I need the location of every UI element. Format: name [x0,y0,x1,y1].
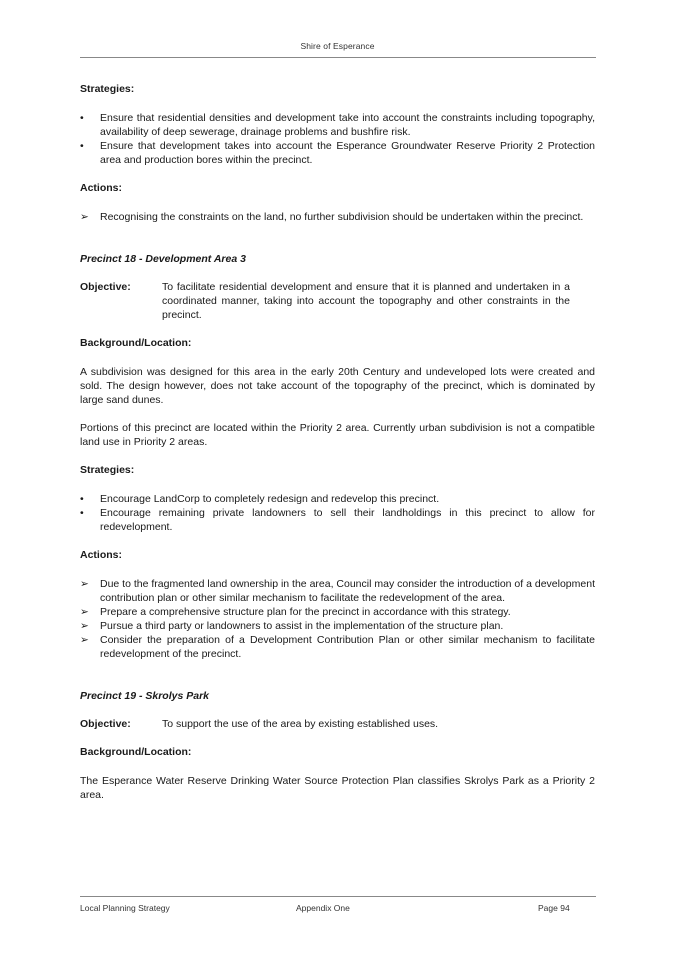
strategies-heading: Strategies: [80,464,135,476]
arrow-marker: ➢ [80,634,89,646]
background-paragraph: A subdivision was designed for this area in the early 20th Century and undeveloped lots were created and sold. The design however, does not take account of the topography of the precinct, which is dominated by large sand dunes. [80,366,595,406]
objective-block [80,717,595,731]
bullet-marker: • [80,112,84,124]
page-header: Shire of Esperance [300,41,375,51]
precinct-18-title: Precinct 18 - Development Area 3 [80,253,246,265]
objective-label: Objective: [80,281,131,293]
actions-heading: Actions: [80,549,122,561]
list-item: • Encourage remaining private landowners to sell their landholdings in this precinct to allow for redevelopment. [80,507,595,533]
list-item: ➢ Prepare a comprehensive structure plan for the precinct in accordance with this strategy. [80,606,511,618]
arrow-marker: ➢ [80,620,89,632]
footer-appendix: Appendix One [296,903,350,913]
strategies-list [80,492,595,534]
actions-list [80,577,595,661]
background-paragraph: The Esperance Water Reserve Drinking Water Source Protection Plan classifies Skrolys Park as a Priority 2 area. [80,775,595,801]
bullet-marker: • [80,140,84,152]
list-item: ➢ Consider the preparation of a Development Contribution Plan or other similar mechanism to facilitate redevelopment of the precinct. [80,634,595,660]
list-item: ➢ Recognising the constraints on the land, no further subdivision should be undertaken within the precinct. [80,211,584,223]
page-content [80,82,595,802]
objective-label: Objective: [80,718,131,730]
strategies-list [80,111,595,167]
objective-text: To support the use of the area by existing established uses. [162,718,439,730]
background-heading: Background/Location: [80,746,192,758]
actions-list [80,210,595,224]
objective-block [80,280,595,322]
background-heading: Background/Location: [80,337,192,349]
precinct-19-title: Precinct 19 - Skrolys Park [80,690,209,702]
bullet-marker: • [80,493,84,505]
list-item: • Encourage LandCorp to completely redesign and redevelop this precinct. [80,493,440,505]
strategies-heading: Strategies: [80,83,135,95]
list-item: • Ensure that development takes into account the Esperance Groundwater Reserve Priority 2 Protection area and production bores within the precinct. [80,140,595,166]
footer-page-number: Page 94 [538,903,570,913]
list-item: ➢ Pursue a third party or landowners to assist in the implementation of the structure plan. [80,620,504,632]
list-item: • Ensure that residential densities and development take into account the constraints including topography, availability of deep sewerage, drainage problems and bushfire risk. [80,112,595,138]
arrow-marker: ➢ [80,578,89,590]
arrow-marker: ➢ [80,211,89,223]
footer-rule [80,896,596,897]
arrow-marker: ➢ [80,606,89,618]
footer-document-title: Local Planning Strategy [80,903,170,913]
objective-text: To facilitate residential development and ensure that it is planned and undertaken in a coordinated manner, taking into account the topography and other constraints in the precinct. [162,281,570,321]
background-paragraph: Portions of this precinct are located within the Priority 2 area. Currently urban subdivision is not a compatible land use in Priority 2 areas. [80,422,595,448]
bullet-marker: • [80,507,84,519]
actions-heading: Actions: [80,182,122,194]
header-rule [80,57,596,58]
list-item: ➢ Due to the fragmented land ownership in the area, Council may consider the introduction of a development contribution plan or other similar mechanism to facilitate the redevelopment of the area. [80,578,595,604]
